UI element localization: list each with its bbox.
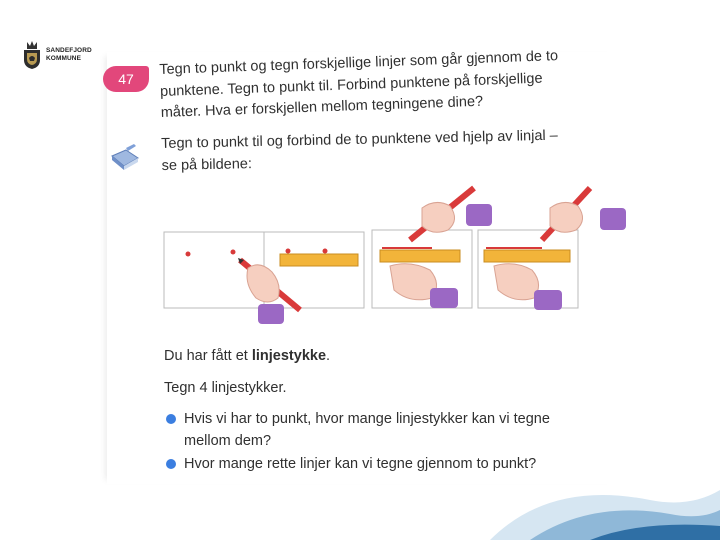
- logo-line-2: KOMMUNE: [46, 55, 82, 62]
- task-line-3: måter. Hva er forskjellen mellom tegningene dine?: [160, 93, 484, 121]
- task-number-badge: [103, 66, 149, 92]
- coat-of-arms-icon: [22, 40, 42, 70]
- ruler-line-2: se på bildene:: [161, 155, 253, 174]
- book-pencil-icon: [108, 142, 144, 178]
- question-1-line-1: Hvis vi har to punkt, hvor mange linjestykker kan vi tegne: [184, 411, 550, 427]
- logo-line-1: SANDEFJORD: [46, 47, 92, 54]
- intro-bold-term: linjestykke: [251, 348, 327, 364]
- draw-instruction: Tegn 4 linjestykker.: [164, 379, 287, 396]
- ruler-line-1: Tegn to punkt til og forbind de to punktene ved hjelp av linjal –: [161, 127, 558, 152]
- question-list: [164, 409, 614, 476]
- ruler-illustration: [160, 180, 630, 340]
- task-line-1: Tegn to punkt og tegn forskjellige linjer som går gjennom de to: [159, 48, 559, 78]
- task-line-2: punktene. Tegn to punkt til. Forbind punktene på forskjellige: [159, 70, 543, 100]
- task-number: 47: [118, 71, 134, 87]
- list-item: [164, 409, 614, 452]
- logo-text: [46, 47, 92, 63]
- bottom-section: [164, 346, 614, 478]
- question-1-line-2: mellom dem?: [184, 432, 272, 449]
- intro-suffix: .: [326, 348, 331, 364]
- intro-line: [164, 346, 614, 368]
- decorative-wave: [470, 470, 720, 540]
- bullet-dot-icon: [166, 414, 176, 424]
- question-2-line-1: Hvor mange rette linjer kan vi tegne gjennom to punkt?: [184, 456, 537, 472]
- intro-prefix: Du har fått et: [164, 348, 252, 364]
- municipality-logo: [22, 40, 92, 70]
- bullet-dot-icon: [166, 459, 176, 469]
